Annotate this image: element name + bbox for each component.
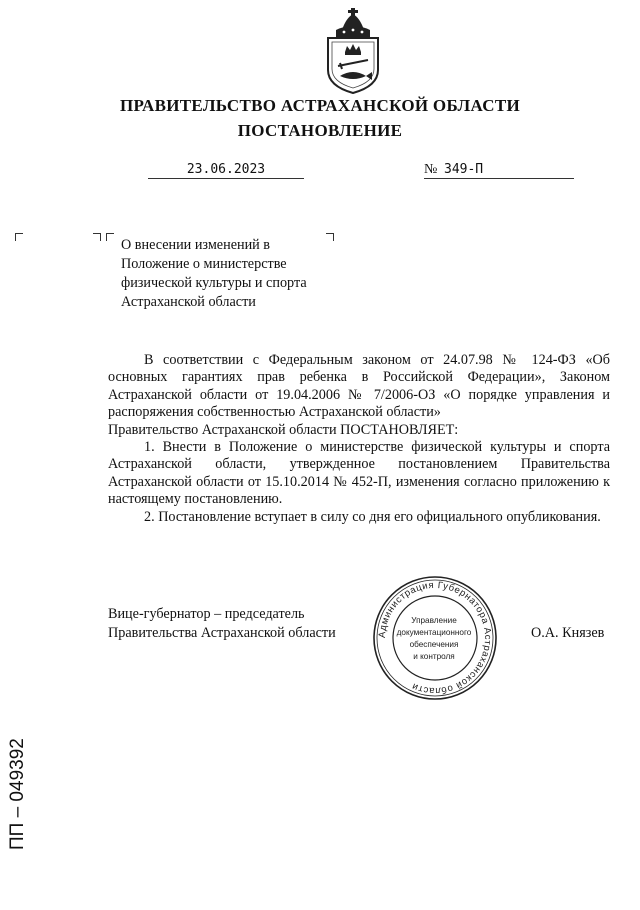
government-title: ПРАВИТЕЛЬСТВО АСТРАХАНСКОЙ ОБЛАСТИ	[120, 96, 520, 115]
position-line-1: Вице-губернатор – председатель	[108, 606, 305, 622]
signatory-position	[108, 605, 368, 643]
number-underline	[424, 178, 574, 179]
form-serial-number: ПП – 049392	[7, 738, 28, 850]
date-underline	[148, 178, 304, 179]
signatory-name: О.А. Князев	[531, 625, 605, 641]
stamp-center-line-4: и контроля	[413, 652, 455, 661]
coat-of-arms-icon	[322, 8, 384, 94]
position-line-2: Правительства Астраханской области	[108, 625, 336, 641]
document-body	[108, 352, 610, 526]
document-number: 349-П	[444, 162, 484, 177]
document-date: 23.06.2023	[186, 162, 266, 177]
stamp-center-line-1: Управление	[411, 616, 457, 625]
item-1-paragraph: 1. Внести в Положение о министерстве физической культуры и спорта Астраханской области, утвержденное постановлением Правительства Астраханской области от 15.10.2014 № 452-П, изменения согласно приложению к настоящему постановлению.	[108, 439, 610, 508]
stamp-center-line-2: документационного	[396, 628, 472, 637]
margin-corner-mark	[15, 233, 23, 241]
resolution-line: Правительство Астраханской области ПОСТАНОВЛЯЕТ:	[108, 421, 459, 438]
subject-corner-mark	[106, 233, 114, 241]
stamp-ring-text: Администрация Губернатора Астраханской области	[376, 579, 494, 697]
number-sign: №	[424, 162, 438, 177]
stamp-center-line-3: обеспечения	[409, 640, 459, 649]
svg-text:Администрация Губернатора Астр	[377, 580, 493, 696]
official-stamp	[372, 575, 498, 701]
preamble-paragraph: В соответствии с Федеральным законом от 24.07.98 № 124-ФЗ «Об основных гарантиях прав ребенка в Российской Федерации», Законом Астраханской области от 19.04.2006 № 7/2006-ОЗ «О порядке управления и распоряжения собственностью Астраханской области»	[108, 352, 610, 421]
margin-corner-mark	[93, 233, 101, 241]
item-2-paragraph: 2. Постановление вступает в силу со дня его официального опубликования.	[144, 508, 601, 525]
document-type-title: ПОСТАНОВЛЕНИЕ	[237, 121, 403, 140]
document-subject: О внесении изменений в Положение о министерстве физической культуры и спорта Астраханской области	[121, 237, 307, 310]
